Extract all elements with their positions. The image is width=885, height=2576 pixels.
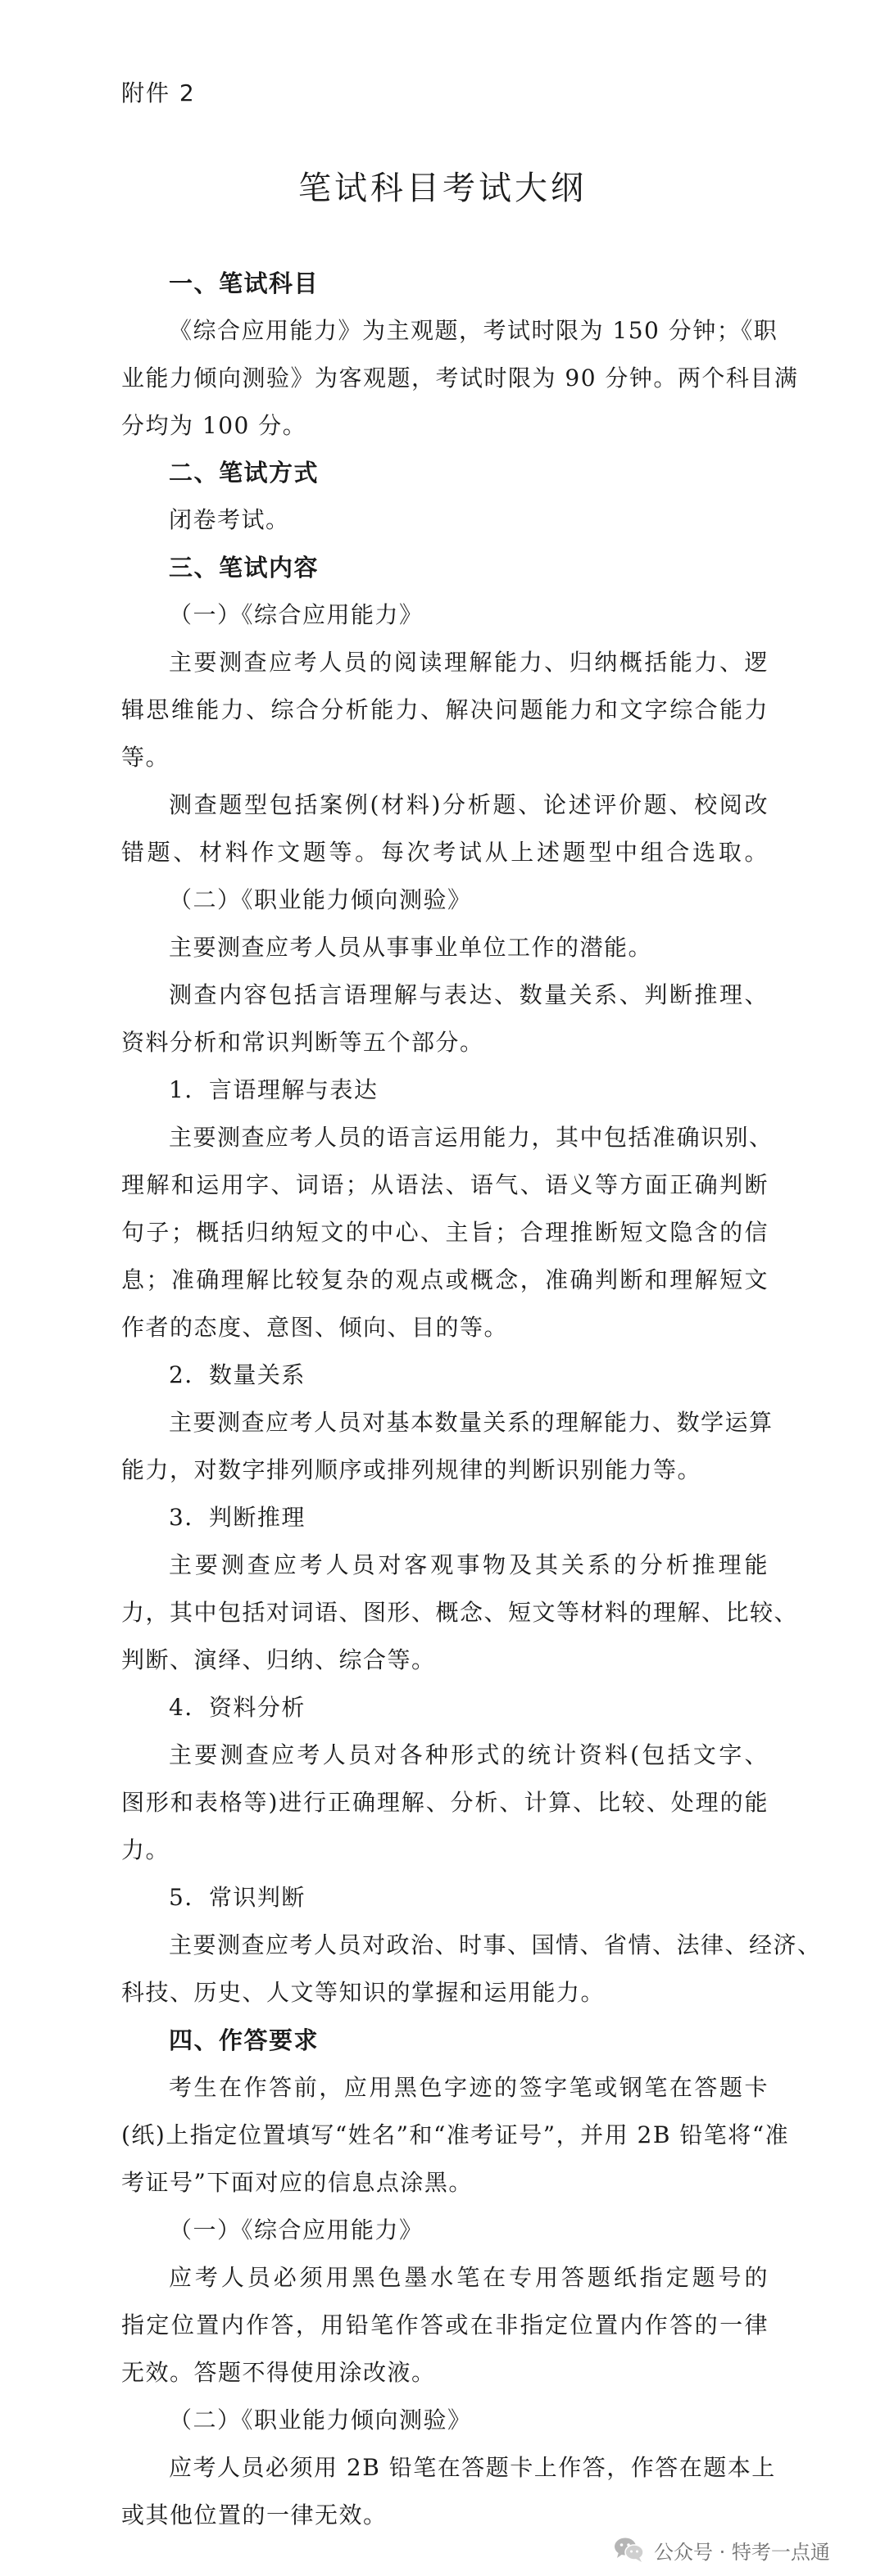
paragraph-line: 资料分析和常识判断等五个部分。 [121,1029,484,1056]
subsection-heading: （一）《综合应用能力》 [169,601,424,628]
section-heading: 三、笔试内容 [169,554,320,582]
subsection-heading: （二）《职业能力倾向测验》 [169,2406,472,2433]
section-heading: 四、作答要求 [169,2026,320,2054]
paragraph-line: 或其他位置的一律无效。 [121,2501,388,2528]
subsection-heading: （一）《综合应用能力》 [169,2216,424,2243]
paragraph-line: 应考人员必须用 2B 铅笔在答题卡上作答，作答在题本上 [169,2454,776,2481]
paragraph-line: 主要测查应考人员对政治、时事、国情、省情、法律、经济、 [169,1931,822,1958]
paragraph-line: 力，其中包括对词语、图形、概念、短文等材料的理解、比较、 [121,1599,799,1626]
section-heading: 二、笔试方式 [169,459,320,487]
attachment-label: 附件 2 [121,79,196,106]
item-heading: 4．资料分析 [169,1694,306,1721]
wechat-icon [613,2536,646,2564]
paragraph-line: 理解和运用字、词语；从语法、语气、语义等方面正确判断 [121,1171,769,1198]
paragraph-line: 等。 [121,744,170,771]
paragraph-line: (纸)上指定位置填写“姓名”和“准考证号”，并用 2B 铅笔将“准 [121,2121,790,2148]
paragraph-line: 句子；概括归纳短文的中心、主旨；合理推断短文隐含的信 [121,1219,769,1246]
paragraph-line: 业能力倾向测验》为客观题，考试时限为 90 分钟。两个科目满 [121,364,799,392]
subsection-heading: （二）《职业能力倾向测验》 [169,886,472,913]
wechat-watermark [613,2531,830,2569]
paragraph-line: 作者的态度、意图、倾向、目的等。 [121,1314,509,1341]
paragraph-line: 主要测查应考人员的阅读理解能力、归纳概括能力、逻 [169,649,769,676]
item-heading: 2．数量关系 [169,1361,306,1388]
paragraph-line: 科技、历史、人文等知识的掌握和运用能力。 [121,1979,606,2006]
watermark-text: 公众号 · 特考一点通 [654,2540,830,2564]
item-heading: 1．言语理解与表达 [169,1076,379,1103]
paragraph-line: 《综合应用能力》为主观题，考试时限为 150 分钟；《职 [169,317,778,344]
section-heading: 一、笔试科目 [169,269,320,297]
paragraph-line: 主要测查应考人员对各种形式的统计资料(包括文字、 [169,1741,769,1768]
paragraph-line: 测查题型包括案例(材料)分析题、论述评价题、校阅改 [169,791,769,818]
item-heading: 3．判断推理 [169,1504,306,1531]
paragraph-line: 力。 [121,1836,170,1863]
paragraph-line: 息；准确理解比较复杂的观点或概念，准确判断和理解短文 [121,1266,769,1293]
paragraph-line: 主要测查应考人员从事事业单位工作的潜能。 [169,934,653,961]
paragraph-line: 考生在作答前，应用黑色字迹的签字笔或钢笔在答题卡 [169,2074,769,2101]
paragraph-line: 图形和表格等)进行正确理解、分析、计算、比较、处理的能 [121,1789,769,1816]
paragraph-line: 能力，对数字排列顺序或排列规律的判断识别能力等。 [121,1456,702,1483]
paragraph-line: 主要测查应考人员对基本数量关系的理解能力、数学运算 [169,1409,774,1436]
paragraph-line: 应考人员必须用黑色墨水笔在专用答题纸指定题号的 [169,2264,769,2291]
paragraph-line: 主要测查应考人员的语言运用能力，其中包括准确识别、 [169,1124,774,1151]
paragraph-line: 闭卷考试。 [169,506,290,533]
paragraph-line: 测查内容包括言语理解与表达、数量关系、判断推理、 [169,981,769,1008]
paragraph-line: 主要测查应考人员对客观事物及其关系的分析推理能 [169,1551,769,1578]
paragraph-line: 辑思维能力、综合分析能力、解决问题能力和文字综合能力 [121,696,769,723]
paragraph-line: 判断、演绎、归纳、综合等。 [121,1646,436,1673]
paragraph-line: 错题、材料作文题等。每次考试从上述题型中组合选取。 [121,839,769,866]
paragraph-line: 考证号”下面对应的信息点涂黑。 [121,2169,473,2196]
paragraph-line: 无效。答题不得使用涂改液。 [121,2359,436,2386]
item-heading: 5．常识判断 [169,1884,306,1911]
document-title: 笔试科目考试大纲 [298,170,587,207]
paragraph-line: 分均为 100 分。 [121,412,307,439]
paragraph-line: 指定位置内作答，用铅笔作答或在非指定位置内作答的一律 [121,2311,769,2338]
